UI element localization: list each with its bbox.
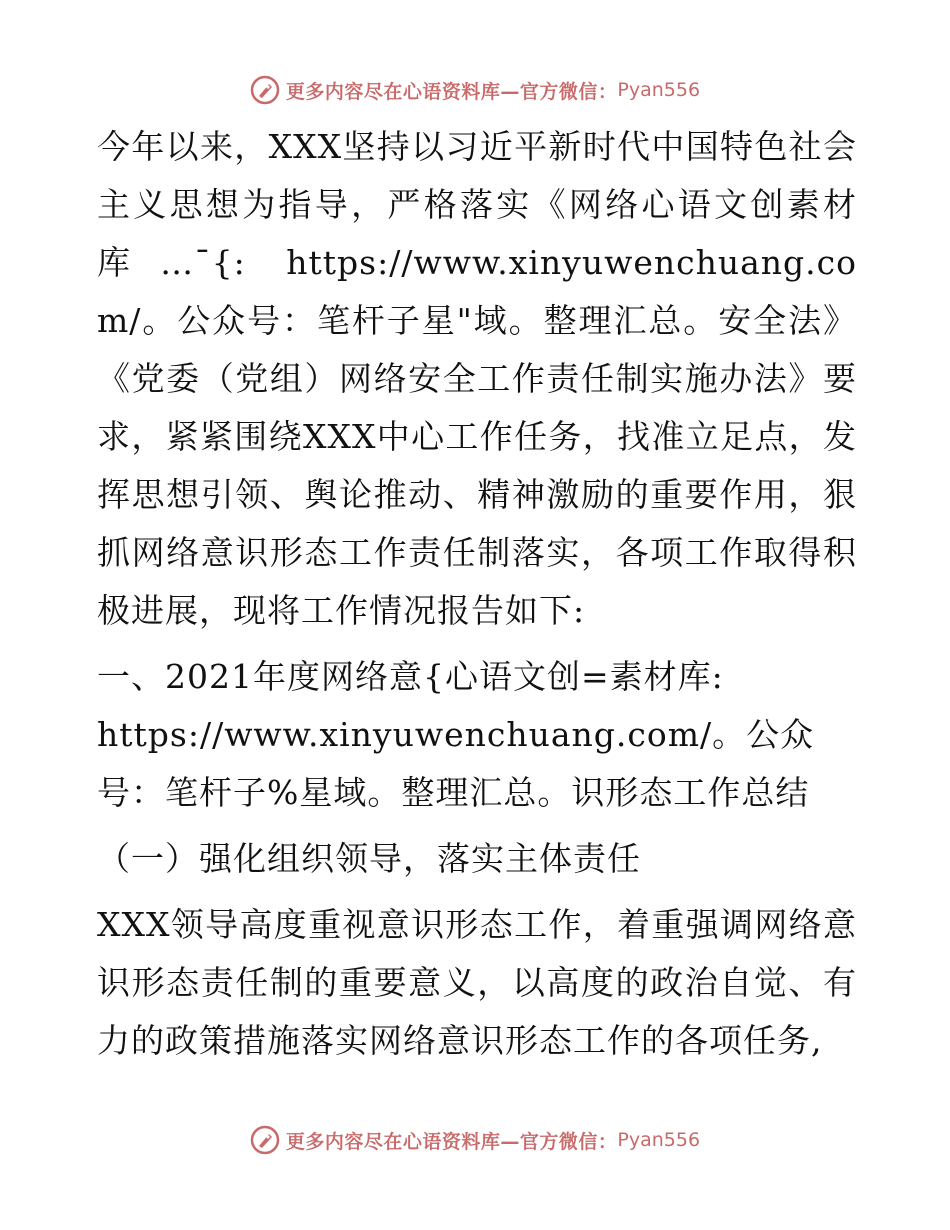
footer-watermark xyxy=(0,1120,950,1160)
watermark-wechat-id: Pyan556 xyxy=(617,79,701,101)
watermark-text: 更多内容尽在心语资料库—官方微信： xyxy=(285,1130,618,1153)
header-watermark xyxy=(0,70,950,110)
subsection-heading-1: （一）强化组织领导，落实主体责任 xyxy=(97,839,641,878)
watermark-wechat-id: Pyan556 xyxy=(617,1129,701,1151)
pen-nib-logo-icon xyxy=(250,1125,280,1155)
body-paragraph-2: XXX领导高度重视意识形态工作，着重强调网络意识形态责任制的重要意义，以高度的政治自觉、有力的政策措施落实网络意识形态工作的各项任务, xyxy=(97,905,857,1060)
section-heading-1: 一、2021年度网络意{心语文创=素材库: https://www.xinyuwenchuang.com/。公众号：笔杆子%星域。整理汇总。识形态工作总结 xyxy=(97,657,815,812)
document-body xyxy=(97,118,857,1070)
intro-paragraph: 今年以来，XXX坚持以习近平新时代中国特色社会主义思想为指导，严格落实《网络心语文创素材库…¯{: https://www.xinyuwenchuang.com/。公众号：笔杆子星"域。整理汇总。安全法》《党委（党组）网络安全工作责任制实施办法》要求，紧紧围绕XXX中心工作任务，找准立足点，发挥思想引领、舆论推动、精神激励的重要作用，狠抓网络意识形态工作责任制落实，各项工作取得积极进展，现将工作情况报告如下: xyxy=(97,127,857,630)
pen-nib-logo-icon xyxy=(250,75,280,105)
watermark-text: 更多内容尽在心语资料库—官方微信： xyxy=(285,80,618,103)
